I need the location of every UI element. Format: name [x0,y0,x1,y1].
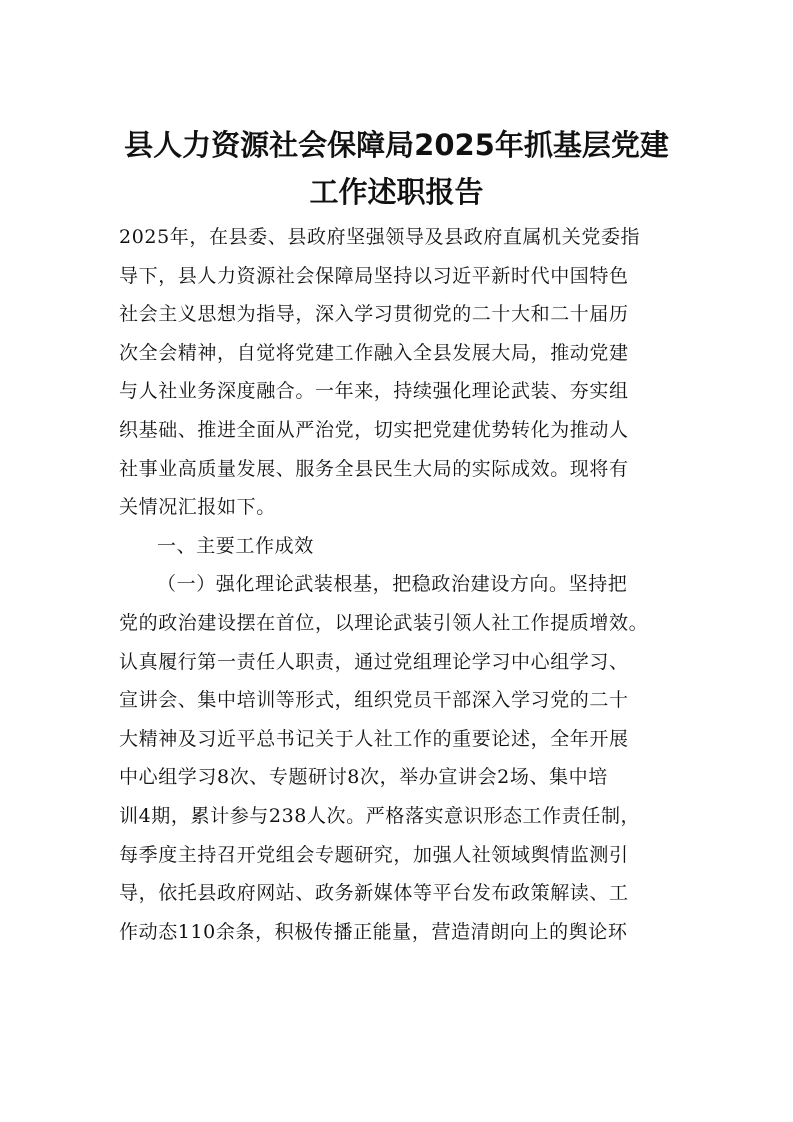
body-line: 导下，县人力资源社会保障局坚持以习近平新时代中国特色 [119,264,629,287]
body-line: 2025年，在县委、县政府坚强领导及县政府直属机关党委指 [119,226,641,248]
body-line: 每季度主持召开党组会专题研究，加强人社领域舆情监测引 [119,843,629,866]
body-line: 认真履行第一责任人职责，通过党组理论学习中心组学习、 [119,650,629,673]
body-line: 作动态110余条，积极传播正能量，营造清朗向上的舆论环 [119,920,628,943]
subsection-heading-line: （一）强化理论武装根基，把稳政治建设方向。坚持把 [157,573,628,596]
body-line: 次全会精神，自觉将党建工作融入全县发展大局，推动党建 [119,341,629,364]
body-line: 社会主义思想为指导，深入学习贯彻党的二十大和二十届历 [119,303,629,326]
body-line: 与人社业务深度融合。一年来，持续强化理论武装、夯实组 [119,380,629,403]
body-line: 大精神及习近平总书记关于人社工作的重要论述，全年开展 [119,727,629,750]
report-body [119,218,687,951]
body-line: 中心组学习8次、专题研讨8次，举办宣讲会2场、集中培 [119,766,608,789]
title-line-1: 县人力资源社会保障局2025年抓基层党建 [124,128,669,162]
body-line: 社事业高质量发展、服务全县民生大局的实际成效。现将有 [119,457,629,480]
section-heading: 一、主要工作成效 [157,534,314,557]
body-line: 宣讲会、集中培训等形式，组织党员干部深入学习党的二十 [119,689,629,712]
title-line-2: 工作述职报告 [309,175,484,209]
body-line: 导，依托县政府网站、政务新媒体等平台发布政策解读、工 [119,882,629,905]
body-line: 关情况汇报如下。 [119,496,276,519]
body-line: 党的政治建设摆在首位，以理论武装引领人社工作提质增效。 [119,611,649,634]
body-line: 织基础、推进全面从严治党，切实把党建优势转化为推动人 [119,418,629,441]
body-line: 训4期，累计参与238人次。严格落实意识形态工作责任制， [119,804,641,827]
